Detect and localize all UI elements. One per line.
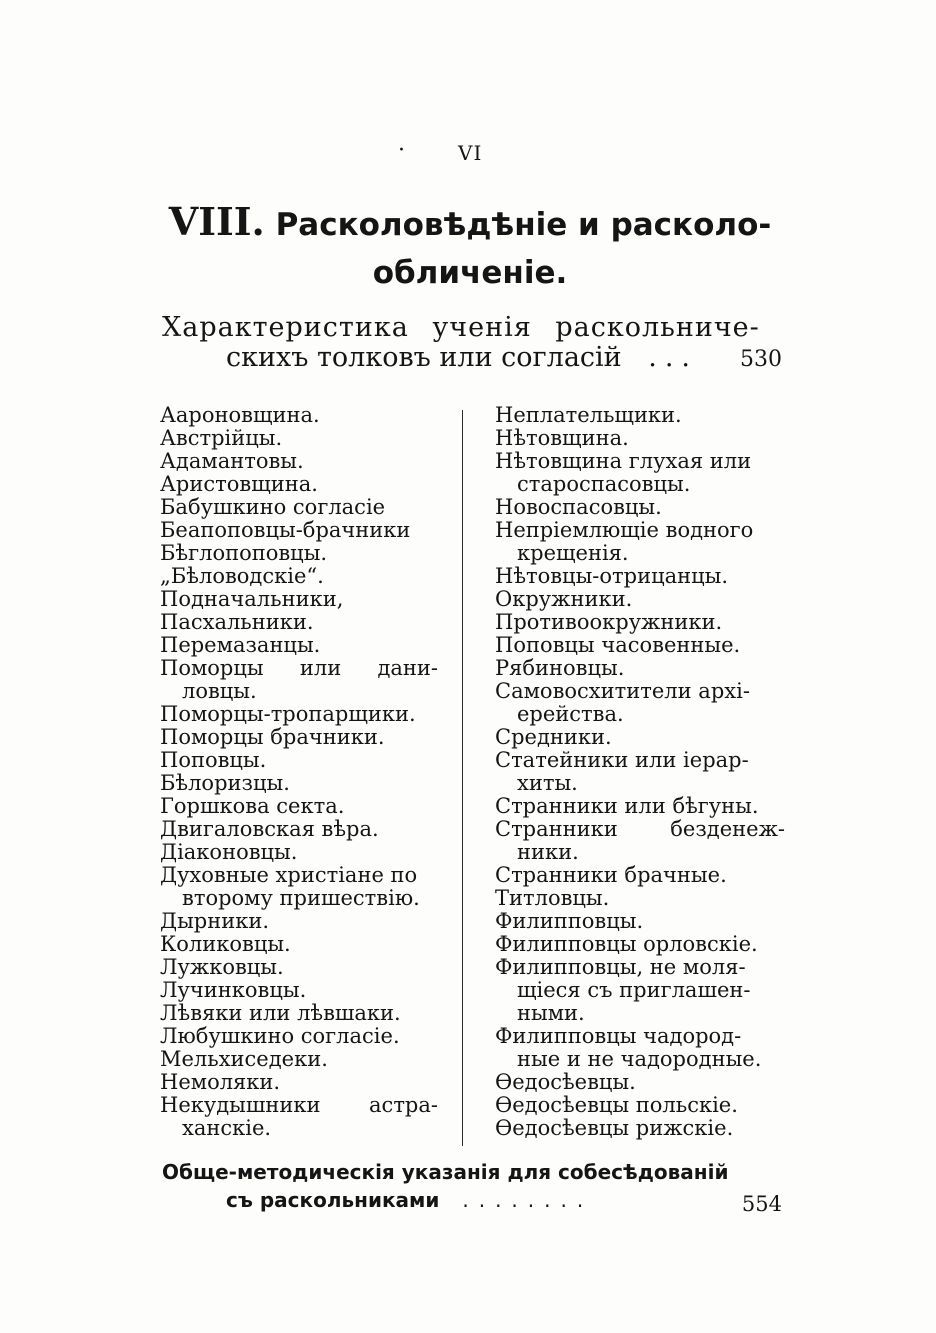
list-item-text: Пасхальники.: [160, 610, 314, 634]
list-item: [160, 519, 438, 542]
list-item-continuation: щіеся съ приглашен-: [517, 978, 751, 1002]
list-item-text: Лужковцы.: [160, 955, 284, 979]
list-item-text: Горшкова секта.: [160, 794, 345, 818]
list-item: [495, 634, 785, 657]
section-heading: [162, 313, 782, 373]
list-item-text: Средники.: [495, 725, 612, 749]
chapter-title-line-2: обличеніе.: [372, 255, 568, 291]
list-item-text: Поморцы брачники.: [160, 725, 385, 749]
list-item-text: Ѳедосѣевцы.: [495, 1070, 636, 1094]
list-item: [160, 1094, 438, 1140]
list-item-text: Бабушкино согласіе: [160, 495, 386, 519]
list-item-text: Странники или бѣгуны.: [495, 794, 759, 818]
list-item: [160, 1025, 438, 1048]
list-item-text: Коликовцы.: [160, 932, 291, 956]
list-item-text: Адамантовы.: [160, 449, 304, 473]
list-item-text: Двигаловская вѣра.: [160, 817, 379, 841]
list-item: [495, 1117, 785, 1140]
list-item-word: астра-: [369, 1093, 438, 1117]
list-item-text: Противоокружники.: [495, 610, 723, 634]
list-item: [160, 427, 438, 450]
footer-page-number: 554: [741, 1192, 782, 1216]
list-item-continuation: ные и не чадородные.: [517, 1047, 762, 1071]
chapter-number: VIII.: [168, 199, 265, 244]
list-item-text: Странники брачные.: [495, 863, 727, 887]
list-item-continuation: ловцы.: [182, 679, 257, 703]
right-column-list: [495, 404, 785, 1140]
list-item: [495, 726, 785, 749]
list-item: [160, 634, 438, 657]
list-item: [160, 910, 438, 933]
list-item-text: Дырники.: [160, 909, 270, 933]
page-numeral: VI: [458, 141, 483, 165]
list-item: [495, 1071, 785, 1094]
list-item-continuation: ханскіе.: [182, 1116, 272, 1140]
list-item: [495, 1025, 785, 1071]
list-item: [160, 979, 438, 1002]
list-item: [160, 726, 438, 749]
list-item: [160, 473, 438, 496]
list-item-continuation: крещенія.: [517, 541, 629, 565]
list-item: [495, 680, 785, 726]
list-item-continuation: ными.: [517, 1001, 585, 1025]
list-item-text: [495, 818, 785, 841]
list-item-text: Новоспасовцы.: [495, 495, 662, 519]
list-item: [495, 956, 785, 1025]
footer-leader-dots: ........: [462, 1188, 594, 1212]
list-item-text: Самовосхитители архі-: [495, 679, 750, 703]
list-item-text: Поповцы.: [160, 748, 267, 772]
list-item: [495, 795, 785, 818]
list-item: [160, 1048, 438, 1071]
list-item: [160, 404, 438, 427]
footer-heading-text: съ раскольниками: [226, 1188, 440, 1212]
list-item-text: Окружники.: [495, 587, 633, 611]
list-item: [495, 887, 785, 910]
list-item: [160, 749, 438, 772]
list-item-text: Непріемлющіе водного: [495, 518, 754, 542]
list-item: [160, 841, 438, 864]
list-item-text: Поповцы часовенные.: [495, 633, 741, 657]
list-item-text: Немоляки.: [160, 1070, 281, 1094]
list-item: [495, 657, 785, 680]
list-item-continuation: ники.: [517, 840, 579, 864]
left-column-list: [160, 404, 438, 1140]
list-item-text: Неплательщики.: [495, 403, 682, 427]
footer-heading-line-1: Обще-методическія указанія для собесѣдованій: [162, 1160, 729, 1184]
list-item-text: Беапоповцы-брачники: [160, 518, 411, 542]
list-item-text: Титловцы.: [495, 886, 610, 910]
page-header: [0, 138, 936, 168]
list-item: [160, 864, 438, 910]
chapter-title-line-1: [160, 198, 780, 249]
list-item: [495, 496, 785, 519]
list-item: [160, 611, 438, 634]
list-item: [160, 588, 438, 611]
footer-heading-line-2: [162, 1186, 782, 1214]
list-item-text: Бѣлоризцы.: [160, 771, 290, 795]
list-item: [160, 542, 438, 565]
chapter-title: [160, 198, 780, 297]
list-item-word: Поморцы: [160, 656, 264, 680]
list-item-text: Нѣтовцы-отрицанцы.: [495, 564, 728, 588]
list-item-word: Странники: [495, 817, 618, 841]
list-item-text: Поморцы-тропарщики.: [160, 702, 416, 726]
list-item: [495, 565, 785, 588]
list-item: [495, 818, 785, 864]
list-item-text: Филипповцы, не моля-: [495, 955, 746, 979]
list-item: [160, 795, 438, 818]
list-item-text: Ѳедосѣевцы рижскіе.: [495, 1116, 734, 1140]
list-item: [495, 864, 785, 887]
list-item: [160, 956, 438, 979]
list-item: [495, 450, 785, 496]
list-item-continuation: ерейства.: [517, 702, 624, 726]
list-item-text: Филипповцы.: [495, 909, 644, 933]
list-item: [495, 588, 785, 611]
list-item-text: Бѣглопоповцы.: [160, 541, 328, 565]
section-page-number: 530: [740, 347, 782, 372]
column-divider: [462, 410, 463, 1146]
list-item-text: Филипповцы чадород-: [495, 1024, 742, 1048]
list-item: [160, 565, 438, 588]
list-item-word: Некудышники: [160, 1093, 321, 1117]
list-item-text: Статейники или іерар-: [495, 748, 749, 772]
list-item-text: Діаконовцы.: [160, 840, 298, 864]
footer-section-heading: [162, 1158, 782, 1214]
list-item-text: Любушкино согласіе.: [160, 1024, 400, 1048]
list-item-text: Ѳедосѣевцы польскіе.: [495, 1093, 738, 1117]
header-dot: ·: [398, 138, 405, 163]
list-item: [160, 772, 438, 795]
chapter-title-text: Расколовѣдѣніе и расколо-: [275, 207, 772, 243]
list-item-continuation: староспасовцы.: [517, 472, 691, 496]
list-item: [495, 519, 785, 565]
list-item-continuation: хиты.: [517, 771, 578, 795]
list-item: [160, 496, 438, 519]
list-item: [160, 933, 438, 956]
list-item-text: Нѣтовщина глухая или: [495, 449, 752, 473]
list-item: [495, 1094, 785, 1117]
list-item: [495, 427, 785, 450]
list-item-text: Аароновщина.: [160, 403, 320, 427]
list-item-text: Перемазанцы.: [160, 633, 321, 657]
list-item: [495, 611, 785, 634]
list-item-text: Аристовщина.: [160, 472, 318, 496]
list-item: [495, 933, 785, 956]
list-item-text: Нѣтовщина.: [495, 426, 629, 450]
list-item-text: Филипповцы орловскіе.: [495, 932, 758, 956]
section-leader-dots: ...: [648, 342, 699, 373]
list-item-text: Австрійцы.: [160, 426, 283, 450]
list-item: [495, 404, 785, 427]
list-item-text: „Бѣловодскіе“.: [160, 564, 324, 588]
list-item: [160, 1002, 438, 1025]
list-item-word: или: [299, 656, 342, 680]
list-item-word: безденеж-: [670, 817, 785, 841]
list-item-text: Лѣвяки или лѣвшаки.: [160, 1001, 401, 1025]
list-item: [160, 1071, 438, 1094]
list-item-text: Рябиновцы.: [495, 656, 625, 680]
list-item: [495, 749, 785, 795]
list-item-text: Лучинковцы.: [160, 978, 307, 1002]
list-item-word: дани-: [377, 656, 438, 680]
list-item: [160, 818, 438, 841]
list-item-text: [160, 657, 438, 680]
section-heading-line-2: [162, 343, 782, 373]
list-item: [495, 910, 785, 933]
list-item: [160, 657, 438, 703]
list-item-text: Духовные христіане по: [160, 863, 418, 887]
section-heading-line-1: Характеристика ученія раскольниче-: [162, 312, 760, 343]
list-item: [160, 450, 438, 473]
section-heading-text: скихъ толковъ или согласій: [226, 342, 622, 373]
list-item-continuation: второму пришествію.: [182, 886, 420, 910]
list-item-text: Мельхиседеки.: [160, 1047, 328, 1071]
list-item-text: Подначальники,: [160, 587, 344, 611]
list-item-text: [160, 1094, 438, 1117]
list-item: [160, 703, 438, 726]
